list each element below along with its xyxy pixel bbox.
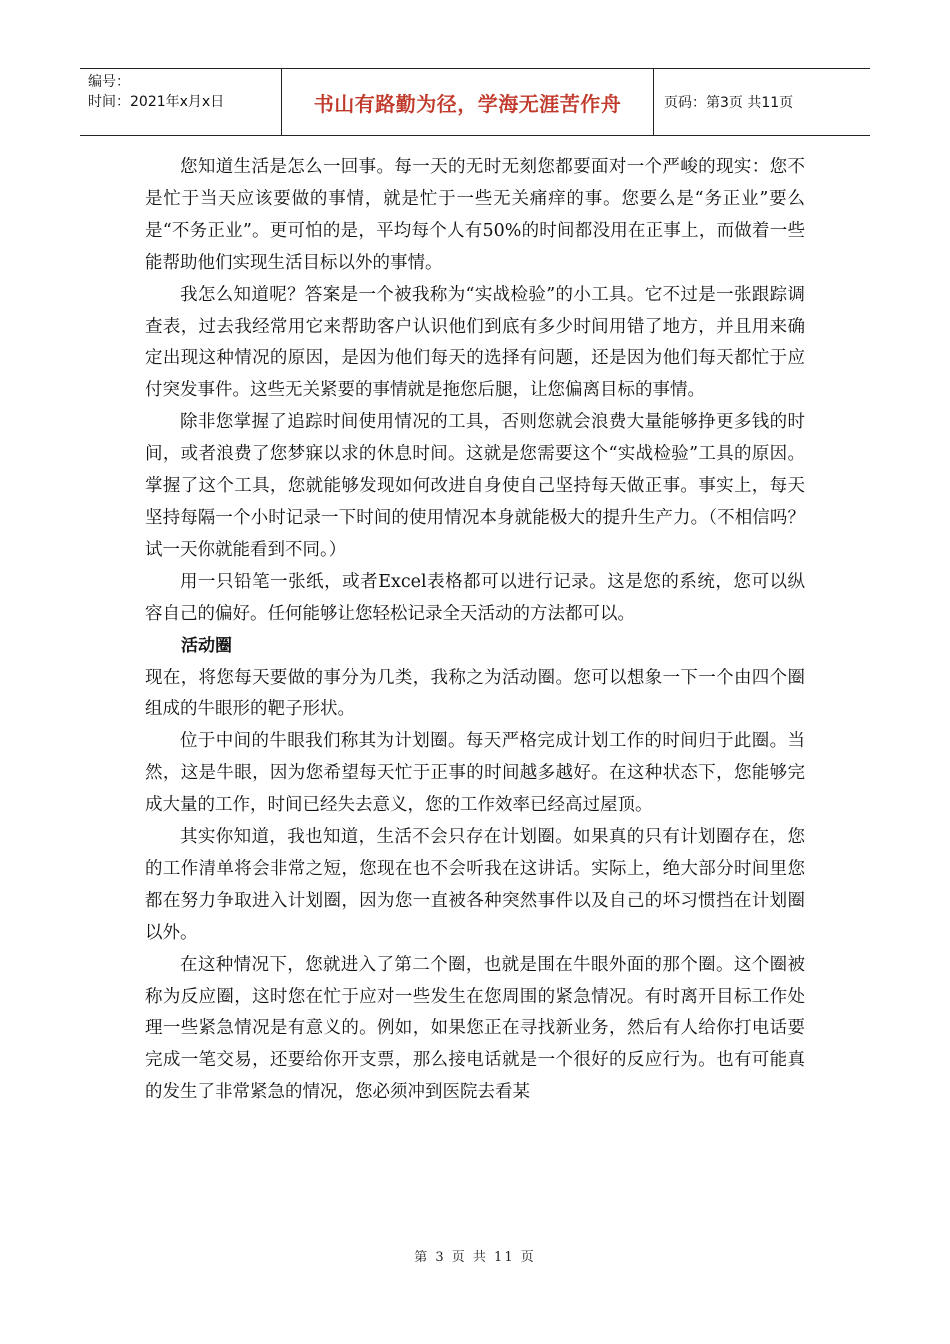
page-footer: 第 3 页 共 11 页 <box>414 1250 536 1265</box>
header-meta-cell <box>80 69 282 135</box>
body-paragraph: 用一只铅笔一张纸，或者Excel表格都可以进行记录。这是您的系统，您可以纵容自己的偏好。任何能够让您轻松记录全天活动的方法都可以。 <box>145 571 805 624</box>
body-paragraph: 您知道生活是怎么一回事。每一天的无时无刻您都要面对一个严峻的现实：您不是忙于当天应该要做的事情，就是忙于一些无关痛痒的事。您要么是“务正业”要么是“不务正业”。更可怕的是，平均每个人有50%的时间都没用在正事上，而做着一些能帮助他们实现生活目标以外的事情。 <box>145 157 805 273</box>
page-info: 页码：第3页 共11页 <box>664 95 794 111</box>
header-page-cell <box>654 69 870 135</box>
body-paragraph: 在这种情况下，您就进入了第二个圈，也就是围在牛眼外面的那个圈。这个圈被称为反应圈，这时您在忙于应对一些发生在您周围的紧急情况。有时离开目标工作处理一些紧急情况是有意义的。例如，如果您正在寻找新业务，然后有人给你打电话要完成一笔交易，还要给你开支票，那么接电话就是一个很好的反应行为。也有可能真的发生了非常紧急的情况，您必须冲到医院去看某 <box>145 954 805 1103</box>
body-paragraph: 除非您掌握了追踪时间使用情况的工具，否则您就会浪费大量能够挣更多钱的时间，或者浪费了您梦寐以求的休息时间。这就是您需要这个“实战检验”工具的原因。掌握了这个工具，您就能够发现如何改进自身使自己坚持每天做正事。事实上，每天坚持每隔一个小时记录一下时间的使用情况本身就能极大的提升生产力。（不相信吗？试一天你就能看到不同。） <box>145 412 805 560</box>
date-label: 时间：2021年x月x日 <box>88 94 225 110</box>
document-body <box>145 152 805 1109</box>
section-heading: 活动圈 <box>181 635 232 656</box>
body-paragraph: 其实你知道，我也知道，生活不会只存在计划圈。如果真的只有计划圈存在，您的工作清单将会非常之短，您现在也不会听我在这讲话。实际上，绝大部分时间里您都在努力争取进入计划圈，因为您一直被各种突然事件以及自己的坏习惯挡在计划圈以外。 <box>145 827 805 943</box>
header-motto-cell <box>282 69 654 135</box>
number-label: 编号： <box>88 74 130 90</box>
motto-text: 书山有路勤为径，学海无涯苦作舟 <box>313 91 622 116</box>
section-intro: 现在，将您每天要做的事分为几类，我称之为活动圈。您可以想象一下一个由四个圈组成的牛眼形的靶子形状。 <box>145 667 805 720</box>
document-header <box>80 68 870 136</box>
body-paragraph: 我怎么知道呢？答案是一个被我称为“实战检验”的小工具。它不过是一张跟踪调查表，过去我经常用它来帮助客户认识他们到底有多少时间用错了地方，并且用来确定出现这种情况的原因，是因为他们每天的选择有问题，还是因为他们每天都忙于应付突发事件。这些无关紧要的事情就是拖您后腿，让您偏离目标的事情。 <box>145 284 805 401</box>
body-paragraph: 位于中间的牛眼我们称其为计划圈。每天严格完成计划工作的时间归于此圈。当然，这是牛眼，因为您希望每天忙于正事的时间越多越好。在这种状态下，您能够完成大量的工作，时间已经失去意义，您的工作效率已经高过屋顶。 <box>145 731 805 816</box>
